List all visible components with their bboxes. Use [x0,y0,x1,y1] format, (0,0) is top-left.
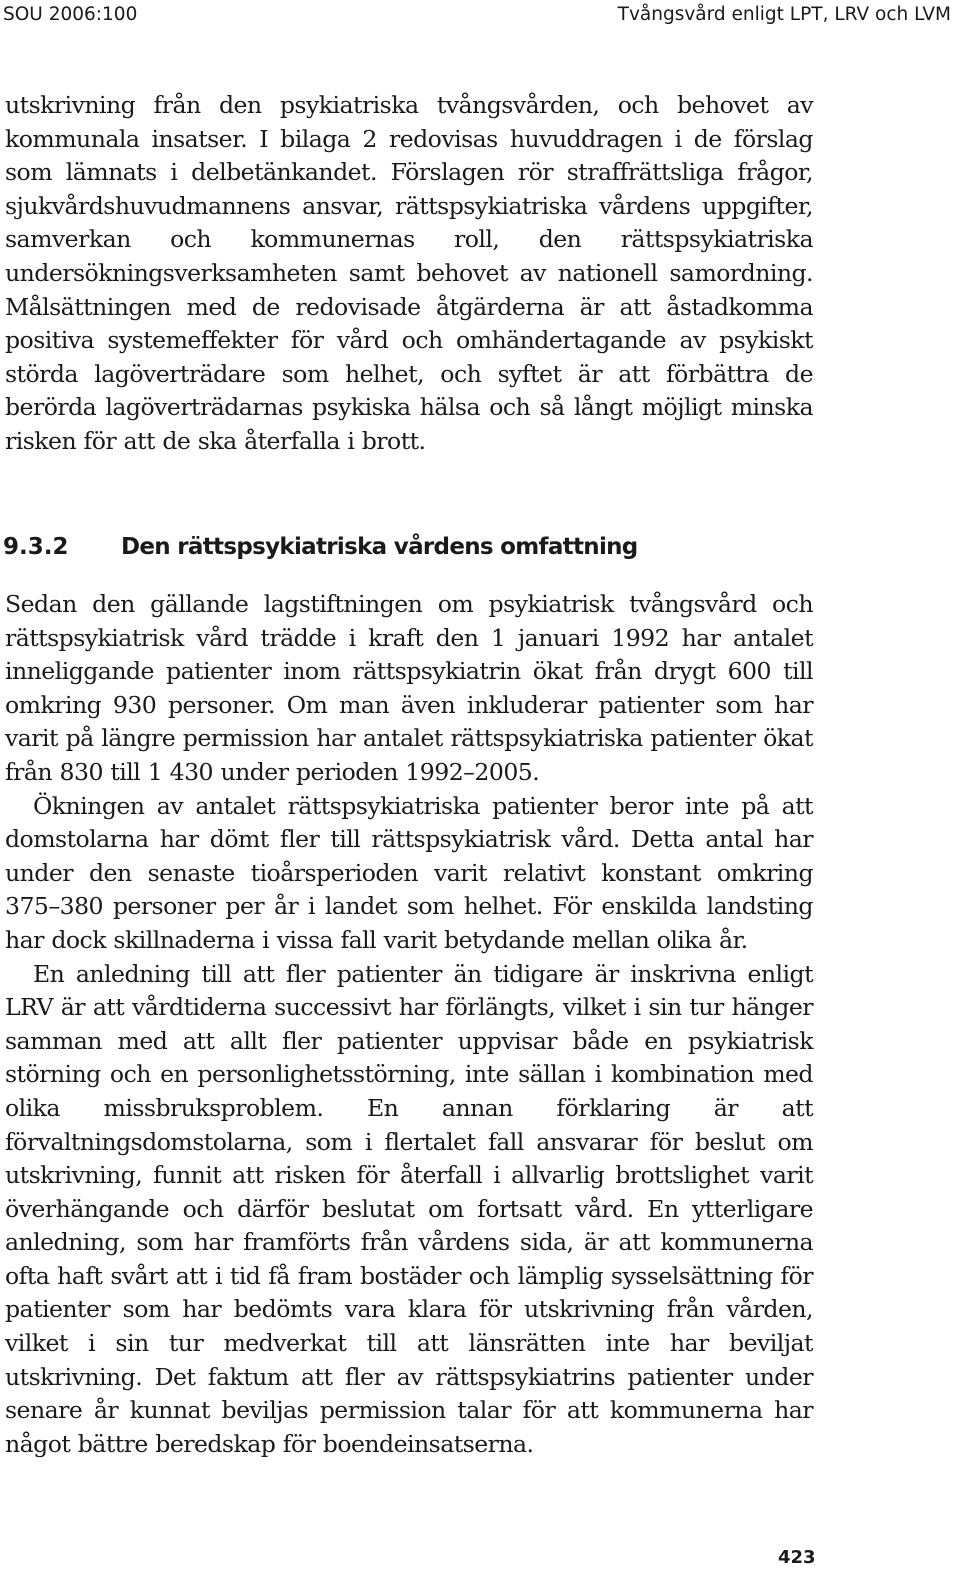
page-number: 423 [778,1547,816,1568]
text-block-intro [5,89,813,459]
body-paragraph: utskrivning från den psykiatriska tvångsvården, och behovet av kommunala insatser. I bilaga 2 redovisas huvuddragen i de förslag som lämnats i delbetänkandet. Förslagen rör straffrättsliga frågor, sjukvårdshuvudmannens ansvar, rättspsykiatriska vårdens uppgifter, samverkan och kommunernas roll, den rättspsykiatriska undersökningsverksamheten samt behovet av nationell samordning. Målsättningen med de redovisade åtgärderna är att åstadkomma positiva systemeffekter för vård och omhändertagande av psykiskt störda lagöverträdare som helhet, och syftet är att förbättra de berörda lagöverträdarnas psykiska hälsa och så långt möjligt minska risken för att de ska återfalla i brott. [5,91,813,455]
text-block-section [5,588,813,1461]
body-paragraph: En anledning till att fler patienter än tidigare är inskrivna enligt LRV är att vårdtiderna successivt har förlängts, vilket i sin tur hänger samman med att allt fler patienter uppvisar både en psykiatrisk störning och en personlighetsstörning, inte sällan i kombination med olika missbruksproblem. En annan förklaring är att förvaltningsdomstolarna, som i flertalet fall ansvarar för beslut om utskrivning, funnit att risken för återfall i allvarlig brottslighet varit överhängande och därför beslutat om fortsatt vård. En ytterligare anledning, som har framförts från vårdens sida, är att kommunerna ofta haft svårt att i tid få fram bostäder och lämplig sysselsättning för patienter som har bedömts vara klara för utskrivning från vården, vilket i sin tur medverkat till att länsrätten inte har beviljat utskrivning. Det faktum att fler av rättspsykiatrins patienter under senare år kunnat beviljas permission talar för att kommunerna har något bättre beredskap för boendeinsatserna. [5,959,813,1458]
section-number: 9.3.2 [3,534,69,560]
running-header [3,3,951,27]
body-paragraph: Ökningen av antalet rättspsykiatriska patienter beror inte på att domstolarna har dömt fler till rättspsykiatrisk vård. Detta antal har under den senaste tioårsperioden varit relativt konstant omkring 375–380 personer per år i landet som helhet. För enskilda landsting har dock skillnaderna i vissa fall varit betydande mellan olika år. [5,791,813,954]
header-document-title: Tvångsvård enligt LPT, LRV och LVM [617,4,951,25]
section-title: Den rättspsykiatriska vårdens omfattning [121,534,638,560]
body-paragraph: Sedan den gällande lagstiftningen om psykiatrisk tvångsvård och rättspsykiatrisk vård trädde i kraft den 1 januari 1992 har antalet inneliggande patienter inom rättspsykiatrin ökat från drygt 600 till omkring 930 personer. Om man även inkluderar patienter som har varit på längre permission har antalet rättspsykiatriska patienter ökat från 830 till 1 430 under perioden 1992–2005. [5,590,813,786]
section-heading [3,530,811,564]
header-document-id: SOU 2006:100 [3,4,138,25]
